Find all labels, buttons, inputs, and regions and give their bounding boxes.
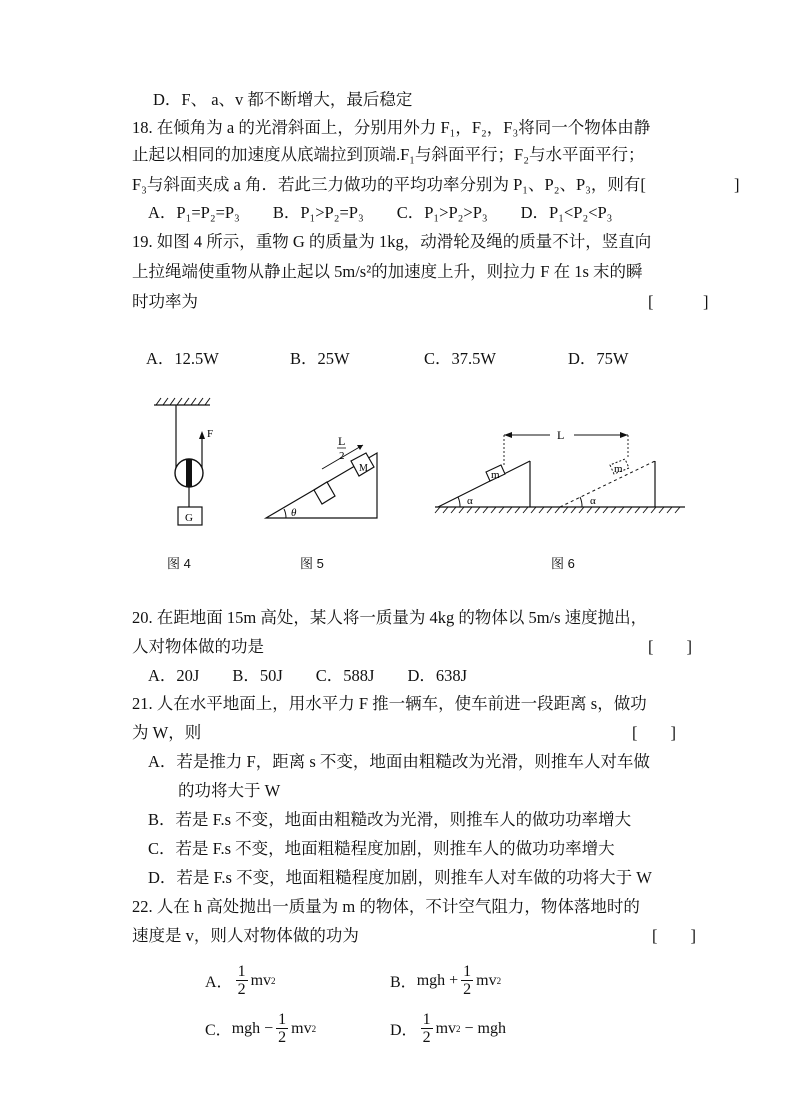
q22-option-a-label: A． [205,974,233,991]
figure-5-caption: 图 5 [300,556,324,571]
q18-options: A．P₁=P₂=P₃ B．P₁>P₂=P₃ C．P₁>P₂>P₃ D．P₁<P₂<P₃ [148,203,613,222]
q22-option-b-label: B． [390,974,417,991]
fig4-label-g: G [185,512,193,524]
q21-option-d: D．若是 F.s 不变，地面粗糙程度加剧，则推车人对车做的功将大于 W [148,868,652,887]
q19-option-d: D．75W [568,349,629,368]
fig5-label-theta: θ [291,507,297,519]
fig6-label-l: L [557,428,565,442]
figure-4-caption: 图 4 [167,556,191,571]
q22-option-a: A． $\frac{1}{2}$ mv 2 [205,963,276,998]
q20-answer-bracket: [ ] [648,637,692,656]
q18-answer-bracket: ] [734,175,740,194]
q19-answer-bracket: [ ] [648,292,709,311]
q21-answer-bracket: [ ] [632,723,676,742]
q21-text-line1: 21. 人在水平地面上，用水平力 F 推一辆车，使车前进一段距离 s，做功 [132,694,647,713]
fig6-label-alpha-2: α [590,495,596,507]
fig6-label-alpha-1: α [467,495,473,507]
q22-option-c: C． mgh − $\frac{1}{2}$ mv 2 [205,1011,317,1046]
q22-text-line2: 速度是 v，则人对物体做的功为 [132,926,359,945]
q19-text-line3: 时功率为 [132,292,198,311]
fig6-label-m-1: m [491,469,500,481]
fig6-label-m-2: m [614,463,623,475]
figure-6-caption: 图 6 [551,556,575,571]
fig4-label-f: F [207,428,214,440]
figure-6-wedges [430,425,695,525]
q20-text-line1: 20. 在距地面 15m 高处，某人将一质量为 4kg 的物体以 5m/s 速度抛出， [132,608,648,627]
q18-text-line2: 止起以相同的加速度从底端拉到顶端.F₁与斜面平行；F₂与水平面平行； [132,145,645,164]
q20-options: A．20J B．50J C．588J D．638J [148,666,468,685]
q22-option-c-label: C． [205,1022,232,1039]
figure-4-pulley [148,395,220,535]
q18-text-line1: 18. 在倾角为 a 的光滑斜面上，分别用外力 F₁，F₂，F₃将同一个物体由静 [132,118,651,137]
q21-text-line2: 为 W，则 [132,723,202,742]
q22-text-line1: 22. 人在 h 高处抛出一质量为 m 的物体，不计空气阻力，物体落地时的 [132,897,640,916]
figure-5-incline [262,425,384,525]
q20-text-line2: 人对物体做的功是 [132,637,264,656]
q19-option-a: A．12.5W [146,349,219,368]
q21-option-a-line2: 的功将大于 W [178,781,281,800]
q19-option-c: C．37.5W [424,349,496,368]
q21-option-c: C．若是 F.s 不变，地面粗糙程度加剧，则推车人的做功功率增大 [148,839,615,858]
q17-option-d: D．F、 a、v 都不断增大，最后稳定 [153,90,413,109]
q22-option-d-label: D． [390,1022,418,1039]
q19-text-line1: 19. 如图 4 所示，重物 G 的质量为 1kg，动滑轮及绳的质量不计，竖直向 [132,232,652,251]
q19-text-line2: 上拉绳端使重物从静止起以 5m/s²的加速度上升，则拉力 F 在 1s 末的瞬 [132,262,643,281]
fig5-label-m: M [359,463,368,474]
q22-option-d: D． $\frac{1}{2}$ mv 2 − mgh [390,1011,506,1046]
q21-option-b: B．若是 F.s 不变，地面由粗糙改为光滑，则推车人的做功功率增大 [148,810,632,829]
q19-option-b: B．25W [290,349,350,368]
q18-text-line3: F₃与斜面夹成 a 角．若此三力做功的平均功率分别为 P₁、P₂、P₃，则有[ [132,175,646,194]
q21-option-a-line1: A．若是推力 F，距离 s 不变，地面由粗糙改为光滑，则推车人对车做 [148,752,650,771]
q22-answer-bracket: [ ] [652,926,696,945]
fig5-label-half: 2 [339,450,345,462]
q22-option-b: B． mgh + $\frac{1}{2}$ mv 2 [390,963,502,998]
fig5-label-l: L [338,434,346,448]
